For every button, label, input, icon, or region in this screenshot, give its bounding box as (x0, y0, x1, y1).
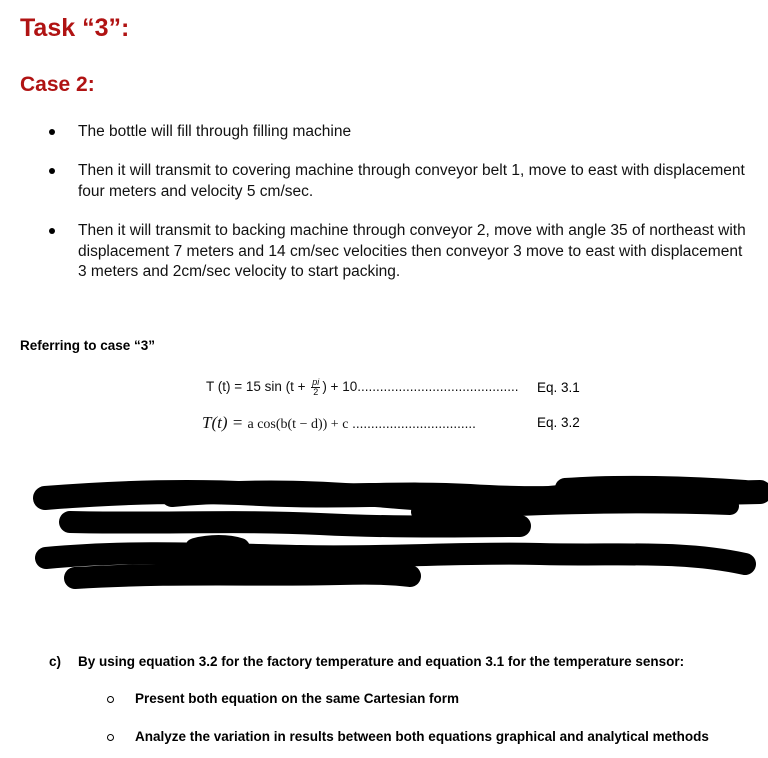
sub-bullet-marker (107, 696, 114, 703)
equation-prefix: T (t) = 15 sin (t + (206, 379, 310, 395)
bullet-item-1 (78, 122, 768, 143)
bullet-line: Then it will transmit to backing machine through conveyor 2, move with angle 35 of northeast with (78, 222, 746, 239)
bullet-marker (49, 168, 55, 174)
sub-bullet-marker (107, 734, 114, 741)
pi-over-two-fraction (311, 378, 320, 397)
task-title: Task “3”: (20, 14, 130, 42)
bullet-line: displacement 7 meters and 14 cm/sec velocities then conveyor 3 move to east with displacement (78, 242, 743, 260)
case-title: Case 2: (20, 73, 95, 96)
equation-lhs: T(t) = (202, 413, 248, 432)
sub-item-1: Present both equation on the same Cartesian form (135, 691, 460, 706)
bullet-marker (49, 228, 55, 234)
fraction-denominator: 2 (313, 387, 319, 397)
dot-leader: ................................. (348, 416, 476, 431)
bullet-line: Then it will transmit to covering machine through conveyor belt 1, move to east with displacement (78, 162, 745, 179)
fraction-numerator: pi (312, 377, 320, 387)
bullet-item-3 (78, 221, 768, 283)
item-c-text: By using equation 3.2 for the factory temperature and equation 3.1 for the temperature sensor: (78, 654, 685, 669)
bullet-line: four meters and velocity 5 cm/sec. (78, 182, 314, 200)
equation-suffix: ) + 10 (322, 379, 358, 395)
bullet-item-2 (78, 161, 768, 202)
equation-tag-3-2: Eq. 3.2 (537, 415, 580, 430)
bullet-line: The bottle will fill through filling machine (78, 123, 352, 140)
equation-tag-3-1: Eq. 3.1 (537, 380, 580, 395)
redaction-scribble (0, 470, 768, 600)
bullet-marker (49, 129, 55, 135)
bullet-line: 3 meters and 2cm/sec velocity to start packing. (78, 263, 401, 280)
reference-heading: Referring to case “3” (20, 338, 156, 353)
equation-3-1 (206, 378, 519, 397)
sub-item-2: Analyze the variation in results between both equations graphical and analytical methods (135, 729, 709, 744)
dot-leader: ........................................... (357, 379, 519, 395)
equation-3-2 (202, 413, 476, 433)
item-c-marker: c) (49, 654, 62, 669)
equation-rhs: a cos(b(t − d)) + c (247, 417, 349, 432)
